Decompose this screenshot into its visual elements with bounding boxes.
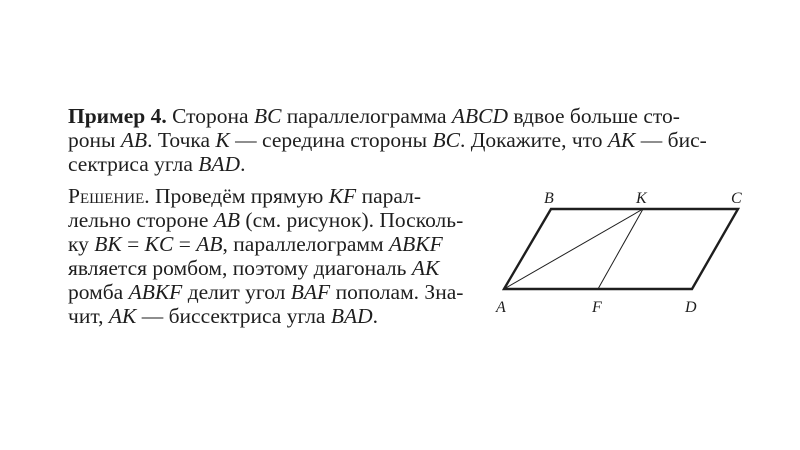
math-var: BC <box>253 104 282 128</box>
text-run: — середина стороны <box>229 128 433 152</box>
problem-line-3 <box>68 152 707 176</box>
text-run: , параллелограмм <box>222 232 389 256</box>
text-run: . <box>240 152 246 176</box>
solution-text <box>68 184 463 328</box>
label-k: K <box>636 190 647 207</box>
text-run: роны <box>68 128 121 152</box>
text-run: лельно стороне <box>68 208 214 232</box>
math-var: ABKF <box>388 232 443 256</box>
problem-statement <box>68 104 707 176</box>
text-run: . <box>372 304 379 328</box>
text-run: сектриса угла <box>68 152 199 176</box>
math-var: AK <box>108 304 137 328</box>
text-run: пополам. Зна- <box>330 280 464 304</box>
text-run: (см. рисунок). Посколь- <box>240 208 464 232</box>
text-run: — биссектриса угла <box>136 304 331 328</box>
math-var: AK <box>607 128 636 152</box>
problem-heading: Пример 4. <box>68 104 167 128</box>
solution-heading: Решение. <box>68 184 150 208</box>
math-var: BAD <box>198 152 241 176</box>
math-var: KC <box>144 232 174 256</box>
text-run: = <box>121 232 145 256</box>
math-var: ABKF <box>128 280 183 304</box>
math-var: AK <box>411 256 440 280</box>
solution-line-1 <box>68 184 463 208</box>
math-var: K <box>215 128 230 152</box>
text-run: . Точка <box>147 128 216 152</box>
solution-line-6 <box>68 304 463 328</box>
parallelogram-diagram <box>480 180 770 330</box>
text-run: Сторона <box>166 104 254 128</box>
text-run: вдвое больше сто- <box>508 104 680 128</box>
text-run: — бис- <box>635 128 707 152</box>
math-var: BAF <box>290 280 331 304</box>
text-run: = <box>173 232 197 256</box>
text-run: параллелограмма <box>281 104 452 128</box>
problem-line-1 <box>68 104 707 128</box>
math-var: KF <box>328 184 357 208</box>
segment-ak <box>504 209 643 289</box>
segment-kf <box>598 209 643 289</box>
math-var: BAD <box>330 304 373 328</box>
text-run: чит, <box>68 304 109 328</box>
label-f: F <box>592 299 602 316</box>
label-b: B <box>544 190 554 207</box>
math-var: AB <box>213 208 241 232</box>
label-d: D <box>685 299 697 316</box>
math-var: BC <box>432 128 460 152</box>
text-run: ромба <box>68 280 129 304</box>
text-run: . Докажите, что <box>459 128 608 152</box>
text-run: ку <box>68 232 95 256</box>
math-var: AB <box>196 232 223 256</box>
label-a: A <box>496 299 506 316</box>
math-var: AB <box>120 128 148 152</box>
math-var: BK <box>94 232 122 256</box>
solution-line-2 <box>68 208 463 232</box>
text-run: является ромбом, поэтому диагональ <box>68 256 412 280</box>
math-var: ABCD <box>451 104 509 128</box>
solution-line-5 <box>68 280 463 304</box>
text-run: парал- <box>356 184 421 208</box>
solution-line-3 <box>68 232 463 256</box>
problem-line-2 <box>68 128 707 152</box>
text-run: Проведём прямую <box>149 184 329 208</box>
label-c: C <box>731 190 742 207</box>
solution-line-4 <box>68 256 463 280</box>
text-run: делит угол <box>182 280 291 304</box>
parallelogram-figure <box>480 180 770 330</box>
